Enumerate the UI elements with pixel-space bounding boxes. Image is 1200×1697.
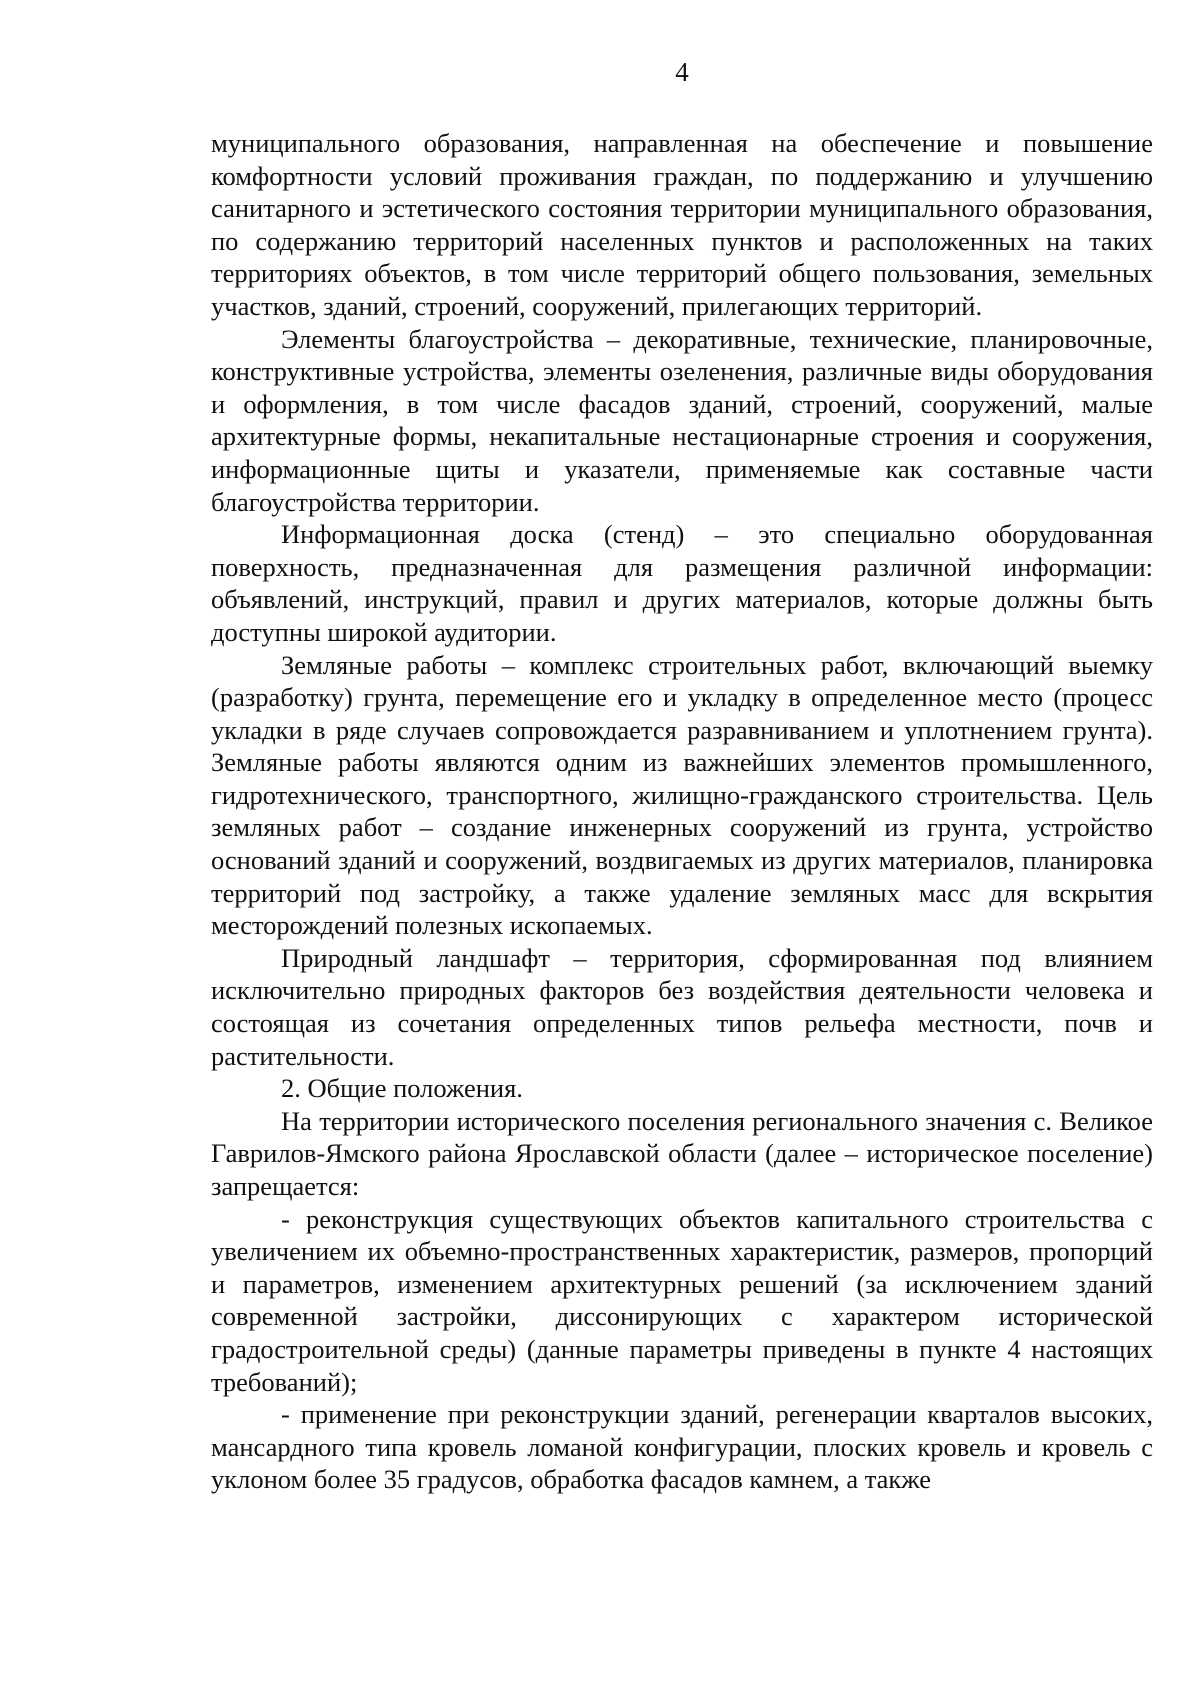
list-item-roofing-facades: - применение при реконструкции зданий, регенерации кварталов высоких, мансардного типа кровель ломаной конфигурации, плоских кровель и кровель с уклоном более 35 градусов, обработка фасадов камнем, а также [211, 1399, 1153, 1495]
list-item-reconstruction: - реконструкция существующих объектов капитального строительства с увеличением их объемно-пространственных характеристик, размеров, пропорций и параметров, изменением архитектурных решений (за исключением зданий современной застройки, диссонирующих с характером исторической градостроительной среды) (данные параметры приведены в пункте 4 настоящих требований); [211, 1203, 1153, 1397]
paragraph-continuation-definition: муниципального образования, направленная на обеспечение и повышение комфортности условий проживания граждан, по поддержанию и улучшению санитарного и эстетического состояния территории муниципального образования, по содержанию территорий населенных пунктов и расположенных на таких территориях объектов, в том числе территорий общего пользования, земельных участков, зданий, строений, сооружений, прилегающих территорий. [211, 128, 1153, 321]
section-heading-general-provisions: 2. Общие положения. [281, 1073, 523, 1104]
paragraph-natural-landscape: Природный ландшафт – территория, сформированная под влиянием исключительно природных факторов без воздействия деятельности человека и состоящая из сочетания определенных типов рельефа местности, почв и растительности. [211, 942, 1153, 1071]
document-body [211, 127, 1153, 1496]
page-number: 4 [675, 57, 689, 87]
paragraph-landscaping-elements: Элементы благоустройства – декоративные, технические, планировочные, конструктивные устройства, элементы озеленения, различные виды оборудования и оформления, в том числе фасадов зданий, строений, сооружений, малые архитектурные формы, некапитальные нестационарные строения и сооружения, информационные щиты и указатели, применяемые как составные части благоустройства территории. [211, 323, 1153, 517]
paragraph-earthworks: Земляные работы – комплекс строительных работ, включающий выемку (разработку) грунта, перемещение его и укладку в определенное место (процесс укладки в ряде случаев сопровождается разравниванием и уплотнением грунта). Земляные работы являются одним из важнейших элементов промышленного, гидротехнического, транспортного, жилищно-гражданского строительства. Цель земляных работ – создание инженерных сооружений из грунта, устройство оснований зданий и сооружений, воздвигаемых из других материалов, планировка территорий под застройку, а также удаление земляных масс для вскрытия месторождений полезных ископаемых. [211, 649, 1153, 941]
paragraph-prohibitions-intro: На территории исторического поселения регионального значения с. Великое Гаврилов-Ямского района Ярославской области (далее – историческое поселение) запрещается: [211, 1105, 1153, 1201]
paragraph-information-board: Информационная доска (стенд) – это специально оборудованная поверхность, предназначенная для размещения различной информации: объявлений, инструкций, правил и других материалов, которые должны быть доступны широкой аудитории. [211, 519, 1153, 647]
